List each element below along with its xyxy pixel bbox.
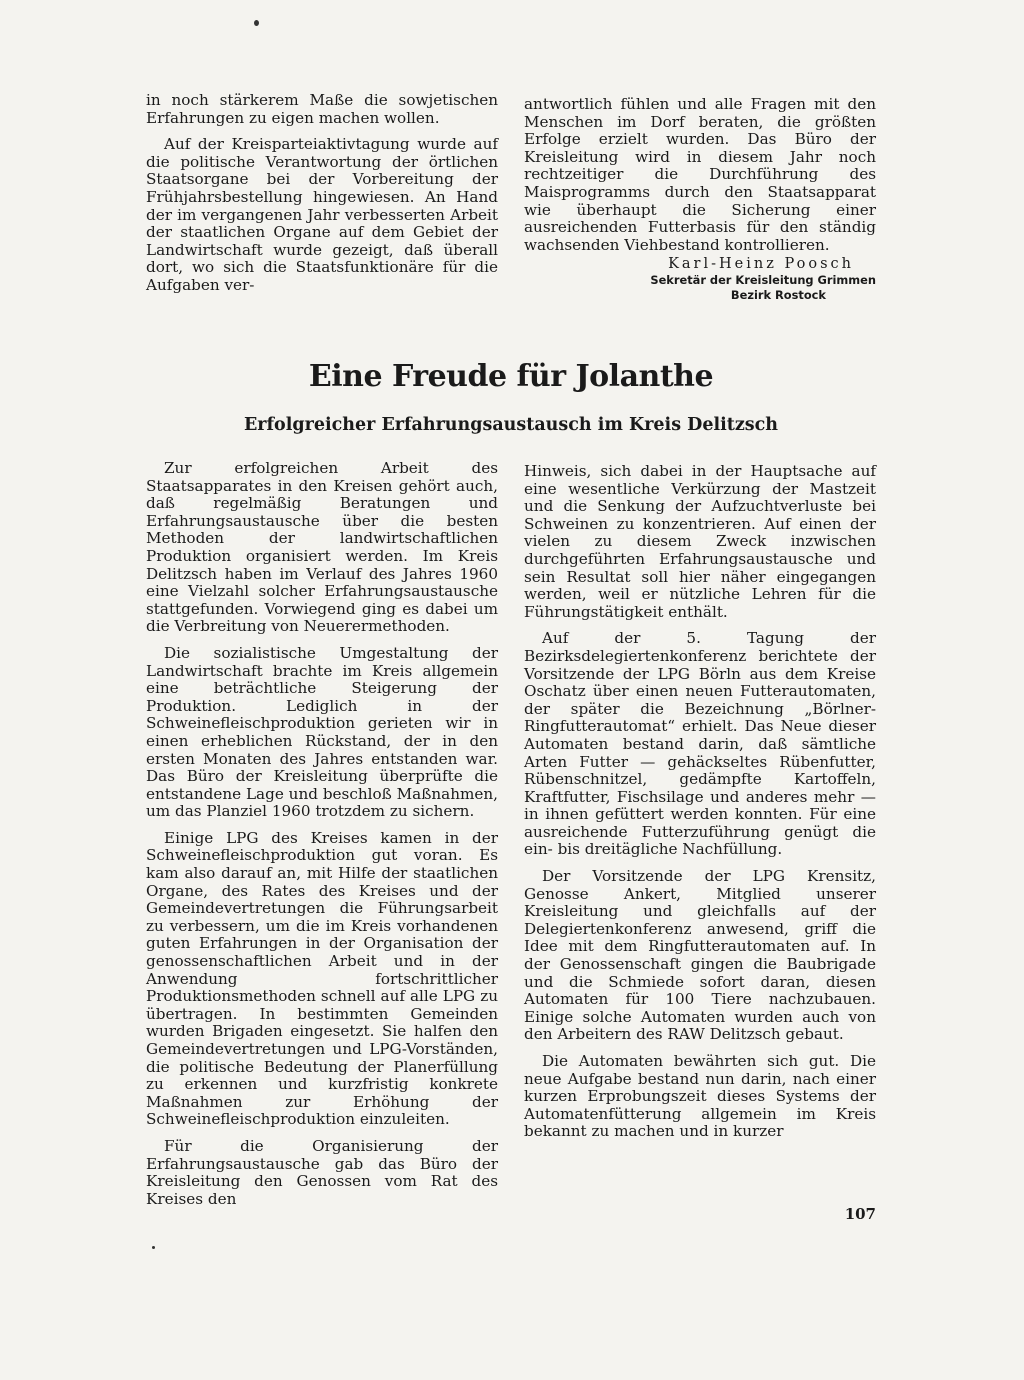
author-role: Sekretär der Kreisleitung Grimmen bbox=[650, 273, 876, 287]
paragraph: Für die Organisierung der Erfahrungsaustausche gab das Büro der Kreisleitung den Genossen vom Rat des Kreises den bbox=[146, 1136, 498, 1208]
paragraph: in noch stärkerem Maße die sowjetischen Erfahrungen zu eigen machen wollen. bbox=[146, 91, 498, 127]
top-left-column bbox=[146, 92, 498, 295]
paragraph: Zur erfolgreichen Arbeit des Staatsapparates in den Kreisen gehört auch, daß regelmäßig Beratungen und Erfahrungsaustausche über die besten Methoden der landwirtschaftlichen Produktion organisiert werden. Im Kreis Delitzsch haben im Verlauf des Jahres 1960 eine Vielzahl solcher Erfahrungsaustausche stattgefunden. Vorwiegend ging es dabei um die Verbreitung von Neuerermethoden. bbox=[146, 459, 498, 636]
paragraph: Hinweis, sich dabei in der Hauptsache auf eine wesentliche Verkürzung der Mastzeit und die Senkung der Aufzuchtverluste bei Schweinen zu konzentrieren. Auf einen der vielen zu diesem Zweck inzwischen durchgeführten Erfahrungsaustausche und sein Resultat soll hier näher eingegangen werden, weil er nützliche Lehren für die Führungstätigkeit enthält. bbox=[524, 462, 876, 621]
paragraph: Einige LPG des Kreises kamen in der Schweinefleischproduktion gut voran. Es kam also darauf an, mit Hilfe der staatlichen Organe, des Rates des Kreises und der Gemeindevertretungen die Führungsarbeit zu verbessern, um die im Kreis vorhandenen guten Erfahrungen in der Organisation der genossenschaftlichen Arbeit und in der Anwendung fortschrittlicher Produktionsmethoden schnell auf alle LPG zu übertragen. In bestimmten Gemeinden wurden Brigaden eingesetzt. Sie halfen den Gemeindevertretungen und LPG-Vorständen, die politische Bedeutung der Planerfüllung zu erkennen und kurzfristig konkrete Maßnahmen zur Erhöhung der Schweinefleischproduktion einzuleiten. bbox=[146, 828, 498, 1129]
paragraph: Die Automaten bewährten sich gut. Die neue Aufgabe bestand nun darin, nach einer kurzen Erprobungszeit dieses Systems der Automatenfütterung allgemein im Kreis bekannt zu machen und in kurzer bbox=[524, 1052, 876, 1141]
article-subtitle: Erfolgreicher Erfahrungsaustausch im Kreis Delitzsch bbox=[243, 415, 779, 435]
print-speck bbox=[254, 20, 259, 26]
paragraph: Der Vorsitzende der LPG Krensitz, Genosse Ankert, Mitglied unserer Kreisleitung und gleichfalls auf der Delegiertenkonferenz anwesend, griff die Idee mit dem Ringfutterautomaten auf. In der Genossenschaft gingen die Baubrigade und die Schmiede sofort daran, diesen Automaten für 100 Tiere nachzubauen. Einige solche Automaten wurden auch von den Arbeitern des RAW Delitzsch gebaut. bbox=[524, 867, 876, 1044]
page-number: 107 bbox=[844, 1205, 876, 1223]
author-signature bbox=[524, 255, 876, 302]
paragraph: antwortlich fühlen und alle Fragen mit den Menschen im Dorf beraten, die größten Erfolge erzielt wurden. Das Büro der Kreisleitung wird in diesem Jahr noch rechtzeitiger die Durchführung des Maisprogramms durch den Staatsapparat wie überhaupt die Sicherung einer ausreichenden Futterbasis für den ständig wachsenden Viehbestand kontrollieren. bbox=[524, 95, 876, 254]
paragraph: Auf der 5. Tagung der Bezirksdelegiertenkonferenz berichtete der Vorsitzende der LPG Börln aus dem Kreise Oschatz über einen neuen Futterautomaten, der später die Bezeichnung „Börlner-Ringfutterautomat“ erhielt. Das Neue dieser Automaten bestand darin, daß sämtliche Arten Futter — gehäckseltes Rübenfutter, Rübenschnitzel, gedämpfte Kartoffeln, Kraftfutter, Fischsilage und anderes mehr — in ihnen gefüttert werden konnten. Für eine ausreichende Futterzuführung genügt die ein- bis dreitägliche Nachfüllung. bbox=[524, 629, 876, 859]
article-left-column bbox=[146, 460, 498, 1208]
author-district: Bezirk Rostock bbox=[730, 288, 826, 302]
top-right-column bbox=[524, 96, 876, 254]
article-right-column bbox=[524, 463, 876, 1141]
author-name: Karl-Heinz Poosch bbox=[668, 256, 854, 272]
article-title: Eine Freude für Jolanthe bbox=[308, 359, 714, 394]
paragraph: Auf der Kreisparteiaktivtagung wurde auf die politische Verantwortung der örtlichen Staatsorgane bei der Vorbereitung der Frühjahrsbestellung hingewiesen. An Hand der im vergangenen Jahr verbesserten Arbeit der staatlichen Organe auf dem Gebiet der Landwirtschaft wurde gezeigt, daß überall dort, wo sich die Staatsfunktionäre für die Aufgaben ver- bbox=[146, 135, 498, 294]
print-speck bbox=[152, 1246, 155, 1249]
paragraph: Die sozialistische Umgestaltung der Landwirtschaft brachte im Kreis allgemein eine beträchtliche Steigerung der Produktion. Lediglich in der Schweinefleischproduktion gerieten wir in einen erheblichen Rückstand, der in den ersten Monaten des Jahres entstanden war. Das Büro der Kreisleitung überprüfte die entstandene Lage und beschloß Maßnahmen, um das Planziel 1960 trotzdem zu sichern. bbox=[146, 643, 498, 821]
